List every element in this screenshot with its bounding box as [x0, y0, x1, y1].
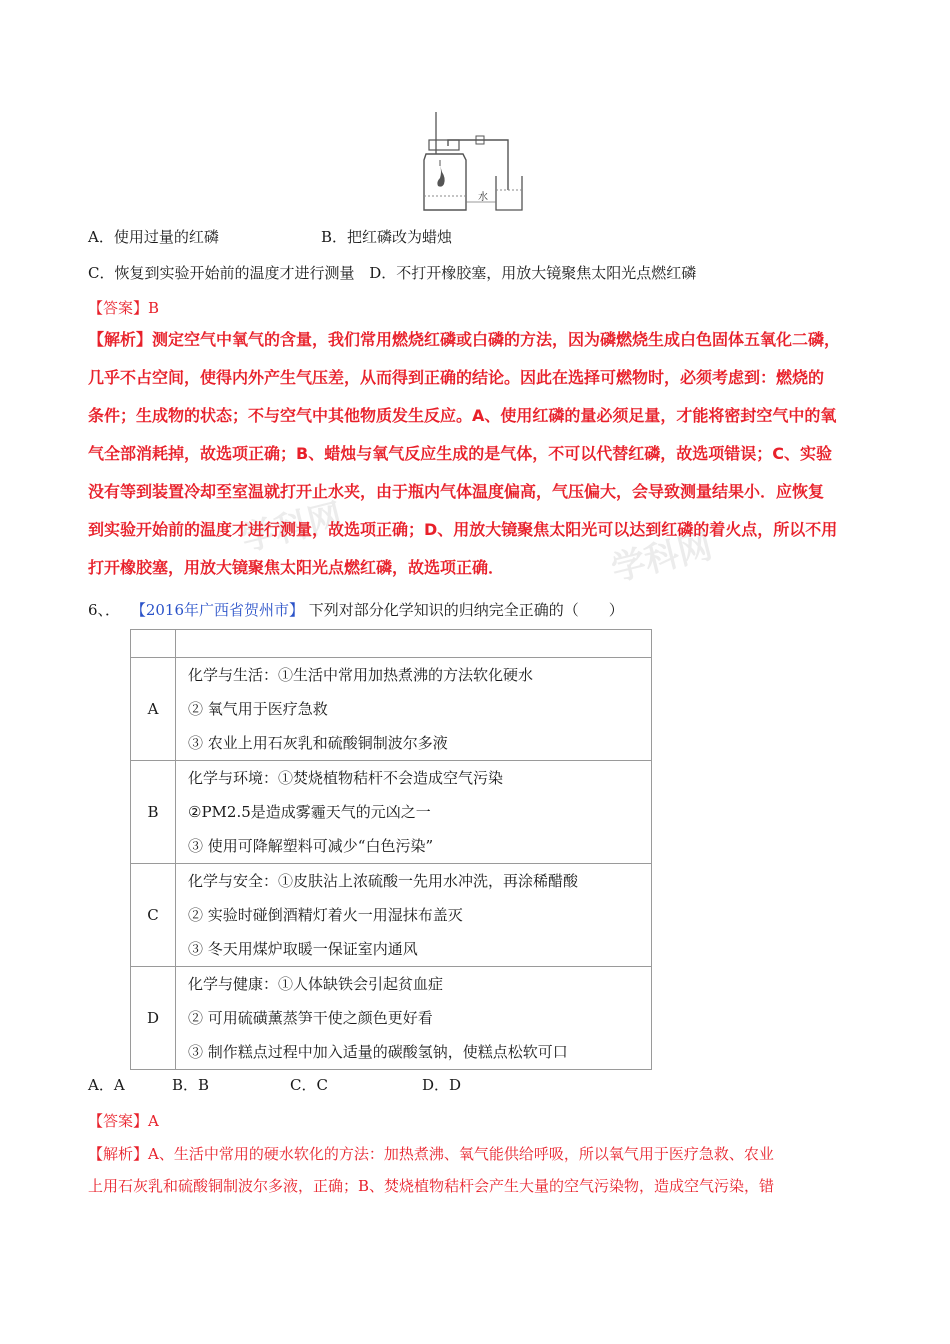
figure-water-label: 水 [478, 192, 488, 203]
row-line: 化学与环境：①焚烧植物秸杆不会造成空气污染 [188, 769, 504, 787]
analysis-line: 几乎不占空间，使得内外产生气压差，从而得到正确的结论。因此在选择可燃物时，必须考虑到：燃烧的 [88, 368, 825, 387]
row-letter: B [131, 761, 176, 864]
choice-c: C．C [290, 1076, 328, 1094]
q6-stem [88, 599, 624, 620]
row-line: ②PM2.5是造成雾霾天气的元凶之一 [188, 803, 431, 821]
q5-options-row1 [88, 226, 453, 247]
row-line: 化学与健康：①人体缺铁会引起贫血症 [188, 975, 444, 993]
option-a: A．使用过量的红磷 [88, 228, 219, 246]
row-line: 化学与生活：①生活中常用加热煮沸的方法软化硬水 [188, 666, 534, 684]
choice-b: B．B [172, 1076, 210, 1094]
row-line: ② 可用硫磺薰蒸笋干使之颜色更好看 [188, 1009, 433, 1027]
row-line: ③ 冬天用煤炉取暖一保证室内通风 [188, 940, 418, 958]
q5-options-row2 [88, 262, 696, 283]
table-row [131, 761, 652, 864]
choice-a: A．A [88, 1076, 125, 1094]
question-source: 【2016年广西省贺州市】 [130, 601, 305, 619]
analysis-line: 上用石灰乳和硫酸铜制波尔多液，正确；B、焚烧植物秸杆会产生大量的空气污染物，造成空气污染，错 [88, 1177, 775, 1195]
question-number: 6、． [88, 601, 121, 619]
choice-d: D．D [422, 1076, 462, 1094]
row-letter: C [131, 864, 176, 967]
watermark: 学科网 [237, 496, 347, 560]
table-row [131, 864, 652, 967]
analysis-line: 气全部消耗掉，故选项正确；B、蜡烛与氧气反应生成的是气体，不可以代替红磷，故选项错误；C、实验 [88, 444, 832, 463]
analysis-line: 打开橡胶塞，用放大镜聚焦太阳光点燃红磷，故选项正确． [88, 558, 505, 577]
q5-answer: 【答案】B [88, 299, 160, 317]
row-line: ③ 使用可降解塑料可减少“白色污染” [188, 837, 434, 855]
apparatus-figure [418, 110, 528, 218]
q6-analysis [88, 1144, 868, 1208]
q5-analysis [88, 327, 878, 593]
analysis-line: 【解析】A、生活中常用的硬水软化的方法：加热煮沸、氧气能供给呼吸，所以氧气用于医疗急救、农业 [88, 1145, 774, 1163]
option-c: C．恢复到实验开始前的温度才进行测量 [88, 264, 355, 282]
row-line: ② 实验时碰倒酒精灯着火一用湿抹布盖灭 [188, 906, 463, 924]
q6-options-table [130, 629, 652, 1070]
row-line: ② 氧气用于医疗急救 [188, 700, 328, 718]
row-line: 化学与安全：①皮肤沾上浓硫酸一先用水冲洗，再涂稀醋酸 [188, 872, 579, 890]
row-letter: A [131, 658, 176, 761]
row-line: ③ 制作糕点过程中加入适量的碳酸氢钠，使糕点松软可口 [188, 1043, 568, 1061]
analysis-line: 没有等到装置冷却至室温就打开止水夹，由于瓶内气体温度偏高，气压偏大，会导致测量结果小．应恢复 [88, 482, 825, 501]
analysis-line: 【解析】测定空气中氧气的含量，我们常用燃烧红磷或白磷的方法，因为磷燃烧生成白色固体五氧化二磷， [88, 330, 841, 349]
question-text: 下列对部分化学知识的归纳完全正确的（ ） [308, 601, 624, 619]
analysis-line: 到实验开始前的温度才进行测量，故选项正确；D、用放大镜聚焦太阳光可以达到红磷的着火点，所以不用 [88, 520, 838, 539]
row-letter: D [131, 967, 176, 1070]
analysis-line: 条件；生成物的状态；不与空气中其他物质发生反应。A、使用红磷的量必须足量，才能将密封空气中的氧 [88, 406, 837, 425]
watermark: 学科网 [607, 526, 717, 590]
option-b: B．把红磷改为蜡烛 [321, 228, 453, 246]
row-line: ③ 农业上用石灰乳和硫酸铜制波尔多液 [188, 734, 448, 752]
q6-choices [88, 1074, 462, 1095]
table-row [131, 967, 652, 1070]
q6-answer: 【答案】A [88, 1112, 159, 1130]
table-row [131, 658, 652, 761]
option-d: D．不打开橡胶塞，用放大镜聚焦太阳光点燃红磷 [369, 264, 697, 282]
